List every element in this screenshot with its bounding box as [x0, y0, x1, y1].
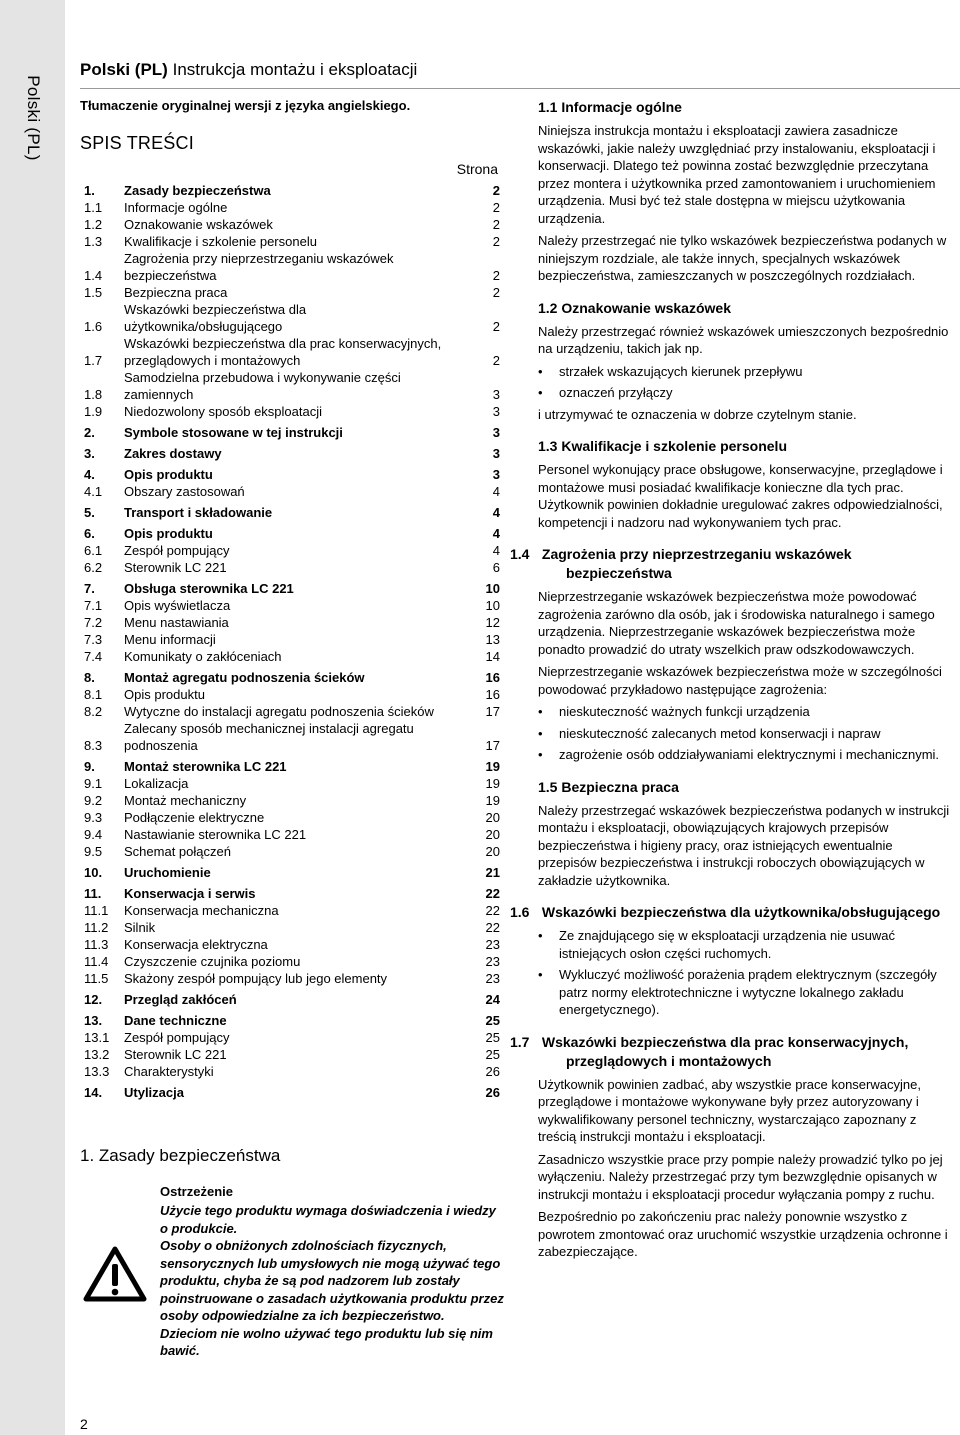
toc-entry-number: 4.1	[84, 484, 103, 499]
toc-entry-page: 17	[485, 738, 500, 753]
toc-entry-page: 2	[492, 183, 500, 198]
toc-entry-number: 14.	[84, 1085, 103, 1100]
toc-entry-page: 4	[492, 505, 500, 520]
toc-entry-title: Informacje ogólne	[124, 200, 228, 215]
toc-entry-number: 13.3	[84, 1064, 110, 1079]
section-heading: 1.7 Wskazówki bezpieczeństwa dla prac konserwacyjnych, przeglądowych i montażowych	[510, 1033, 909, 1069]
paragraph: Należy przestrzegać również wskazówek umieszczonych bezpośrednio na urządzeniu, takich jak np.	[538, 323, 949, 356]
toc-entry	[84, 1084, 500, 1101]
bullet-item: • oznaczeń przyłączy	[538, 384, 950, 402]
toc-entry-title: Transport i składowanie	[124, 505, 273, 520]
toc-entry	[84, 826, 500, 843]
toc-entry-page: 22	[485, 920, 500, 935]
toc-entry-page: 3	[492, 404, 500, 419]
section-heading-number: 1.3	[538, 438, 558, 454]
warning-triangle-icon	[82, 1245, 148, 1303]
toc-entry-number: 8.2	[84, 704, 103, 719]
toc-entry-number: 13.1	[84, 1030, 110, 1045]
toc-entry	[84, 631, 500, 648]
toc-entry-title: Opis produktu	[124, 526, 213, 541]
translation-note: Tłumaczenie oryginalnej wersji z języka angielskiego.	[80, 98, 411, 113]
toc-entry	[84, 686, 500, 703]
toc-entry-page: 17	[485, 704, 500, 719]
header-divider	[80, 88, 960, 89]
section-heading-number: 1.1	[538, 99, 558, 115]
bullet-item: • Wykluczyć możliwość porażenia prądem elektrycznym (szczegóły patrz normy elektrotechniczne i wytyczne lokalnego zakładu energetycznego).	[538, 966, 950, 1019]
toc-entry-number: 12.	[84, 992, 103, 1007]
toc-entry-page: 23	[485, 971, 500, 986]
toc-entry	[84, 335, 500, 369]
bullet-list	[538, 363, 950, 402]
toc-entry-page: 19	[485, 759, 500, 774]
toc-entry	[84, 864, 500, 881]
toc-entry	[84, 199, 500, 216]
toc-entry	[84, 775, 500, 792]
section-1-2	[538, 299, 950, 424]
toc-entry	[84, 843, 500, 860]
toc-entry-title: Kwalifikacje i szkolenie personelu	[124, 234, 317, 249]
toc-entry-number: 7.3	[84, 632, 103, 647]
toc-entry	[84, 1029, 500, 1046]
toc-entry-page: 20	[485, 844, 500, 859]
toc-entry	[84, 1063, 500, 1080]
paragraph: Niniejsza instrukcja montażu i eksploatacji zawiera zasadnicze wskazówki, jakie należy uwzględniać przy instalowaniu, eksploatacji i konserwacji. Dlatego też powinna zostać bezwzględnie przeczytana przez montera i użytkownika przed zamontowaniem i uruchomieniem urządzenia. Musi być też stale dostępna w miejscu użytkowania urządzenia.	[538, 123, 936, 226]
toc-entry	[84, 483, 500, 500]
toc-entry	[84, 953, 500, 970]
toc-entry	[84, 1046, 500, 1063]
toc-entry	[84, 403, 500, 420]
toc-entry	[84, 445, 500, 462]
toc-entry-number: 11.4	[84, 954, 109, 969]
section-heading-number: 1.5	[538, 778, 558, 795]
toc-entry-page: 3	[492, 387, 500, 402]
section-heading	[538, 778, 950, 797]
toc-entry-title: Wskazówki bezpieczeństwa dla prac konserwacyjnych, przeglądowych i montażowych	[124, 336, 442, 368]
warning-paragraph: Dzieciom nie wolno używać tego produktu lub się nim bawić.	[160, 1325, 493, 1358]
toc-entry-number: 1.7	[84, 353, 103, 368]
toc-entry-number: 7.2	[84, 615, 103, 630]
toc-entry-page: 3	[492, 467, 500, 482]
toc-entry-title: Menu nastawiania	[124, 615, 229, 630]
toc-entry-title: Opis produktu	[124, 467, 213, 482]
toc-entry-number: 2.	[84, 425, 95, 440]
toc-entry-title: Komunikaty o zakłóceniach	[124, 649, 282, 664]
section-1-heading: 1. Zasady bezpieczeństwa	[80, 1146, 281, 1165]
toc-entry-title: Bezpieczna praca	[124, 285, 228, 300]
toc-entry-title: Przegląd zakłóceń	[124, 992, 237, 1007]
section-heading-title: Kwalifikacje i szkolenie personelu	[561, 438, 787, 454]
toc-entry-page: 24	[485, 992, 500, 1007]
bullet-item: • nieskuteczność zalecanych metod konserwacji i napraw	[538, 725, 950, 743]
bullet-item: • nieskuteczność ważnych funkcji urządzenia	[538, 703, 950, 721]
section-heading-title: Bezpieczna praca	[561, 778, 679, 795]
toc-entry-number: 13.2	[84, 1047, 110, 1062]
toc-entry-number: 1.8	[84, 387, 103, 402]
toc-entry-page: 25	[485, 1047, 500, 1062]
toc-entry-number: 4.	[84, 467, 95, 482]
toc-entry-title: Utylizacja	[124, 1085, 184, 1100]
section-heading-title: Wskazówki bezpieczeństwa dla użytkownika/obsługującego	[541, 904, 941, 920]
toc-entry-page: 2	[492, 268, 500, 283]
toc-page-column-label: Strona	[456, 161, 498, 177]
toc-entry	[84, 1012, 500, 1029]
toc-entry-page: 14	[485, 649, 500, 664]
toc-entry	[84, 525, 500, 542]
toc-entry-number: 11.3	[84, 937, 109, 952]
toc-entry-title: Oznakowanie wskazówek	[124, 217, 273, 232]
header-brand: Polski (PL)	[80, 60, 168, 79]
bullet-item: • Ze znajdującego się w eksploatacji urządzenia nie usuwać istniejących osłon części ruchomych.	[538, 927, 950, 962]
toc-entry	[84, 669, 500, 686]
paragraph: Nieprzestrzeganie wskazówek bezpieczeństwa może powodować zagrożenia zarówno dla osób, jak i środowiska naturalnego i samego urządzenia. Nieprzestrzeganie wskazówek bezpieczeństwa może ponadto prowadzić do utraty wszelkich praw odszkodowawczych.	[538, 589, 935, 657]
toc-entry	[84, 936, 500, 953]
toc-entry-number: 1.9	[84, 404, 103, 419]
toc-entry	[84, 466, 500, 483]
toc-entry-number: 6.1	[84, 543, 103, 558]
toc-entry-number: 8.	[84, 670, 95, 685]
toc-entry-number: 11.1	[84, 903, 109, 918]
toc-entry	[84, 970, 500, 987]
paragraph: Nieprzestrzeganie wskazówek bezpieczeństwa może w szczególności powodować przykładowo następujące zagrożenia:	[538, 664, 942, 697]
toc-entry-page: 19	[485, 793, 500, 808]
toc-entry	[84, 369, 500, 403]
section-1-3	[538, 437, 950, 531]
toc-entry-number: 9.4	[84, 827, 103, 842]
toc-entry-page: 22	[485, 886, 500, 901]
paragraph: Należy przestrzegać wskazówek bezpieczeństwa podanych w instrukcji montażu i eksploatacji, obowiązujących krajowych przepisów bezpieczeństwa i higieny pracy, oraz istniejących ewentualnie przepisów bezpieczeństwa i instrukcji roboczych obowiązujących w zakładzie użytkownika.	[538, 802, 950, 888]
toc-entry-number: 1.3	[84, 234, 103, 249]
toc-entry-page: 2	[492, 200, 500, 215]
toc-entry-page: 23	[485, 937, 500, 952]
section-heading-title: Informacje ogólne	[561, 99, 682, 115]
warning-paragraph: Osoby o obniżonych zdolnościach fizycznych, sensorycznych lub umysłowych nie mogą używać tego produktu, chyba że są pod nadzorem lub zostały poinstruowane o zasadach użytkowania produktu przez osoby odpowiedzialne za ich bezpieczeństwo.	[160, 1238, 504, 1323]
toc-entry	[84, 542, 500, 559]
toc-entry-title: Opis produktu	[124, 687, 205, 702]
toc-entry-title: Symbole stosowane w tej instrukcji	[124, 425, 343, 440]
toc-entry	[84, 703, 500, 720]
header-title: Instrukcja montażu i eksploatacji	[172, 60, 418, 79]
language-side-tab	[0, 0, 65, 1435]
toc-entry-number: 1.	[84, 183, 95, 198]
toc-entry-title: Niedozwolony sposób eksploatacji	[124, 404, 323, 419]
toc-entry-page: 23	[485, 954, 500, 969]
document-header	[80, 60, 417, 80]
toc-entry	[84, 424, 500, 441]
toc-entry-page: 22	[485, 903, 500, 918]
toc-entry-title: Czyszczenie czujnika poziomu	[124, 954, 301, 969]
toc-entry-number: 9.1	[84, 776, 103, 791]
toc-entry-title: Montaż agregatu podnoszenia ścieków	[124, 670, 365, 685]
toc-title: SPIS TREŚCI	[80, 133, 194, 153]
toc-entry-title: Wskazówki bezpieczeństwa dla użytkownika/obsługującego	[124, 302, 307, 334]
paragraph: Użytkownik powinien zadbać, aby wszystkie prace konserwacyjne, przeglądowe i montażowe wykonywane były przez autoryzowany i wykwalifikowany personel techniczny, wystarczająco zapoznany z treścią instrukcji montażu i eksploatacji.	[538, 1076, 921, 1144]
toc-entry	[84, 991, 500, 1008]
toc-entry	[84, 559, 500, 576]
toc-entry-number: 7.4	[84, 649, 103, 664]
toc-entry-title: Sterownik LC 221	[124, 560, 227, 575]
toc-entry-number: 11.	[84, 886, 102, 901]
toc-entry-number: 3.	[84, 446, 95, 461]
toc-entry-title: Menu informacji	[124, 632, 216, 647]
toc-entry-title: Opis wyświetlacza	[124, 598, 231, 613]
warning-paragraph: Użycie tego produktu wymaga doświadczenia i wiedzy o produkcie.	[160, 1203, 496, 1236]
toc-entry-title: Charakterystyki	[124, 1064, 214, 1079]
toc-entry-title: Sterownik LC 221	[124, 1047, 227, 1062]
toc-entry	[84, 597, 500, 614]
toc-entry-number: 11.5	[84, 971, 109, 986]
toc-entry	[84, 250, 500, 284]
section-heading	[538, 299, 950, 318]
bullet-list	[538, 927, 950, 1019]
toc-entry-page: 25	[485, 1013, 500, 1028]
toc-entry-number: 6.2	[84, 560, 103, 575]
toc-entry	[84, 902, 500, 919]
toc-entry-number: 1.4	[84, 268, 103, 283]
toc-entry-title: Montaż sterownika LC 221	[124, 759, 287, 774]
toc-entry-title: Konserwacja elektryczna	[124, 937, 268, 952]
toc-entry-page: 19	[485, 776, 500, 791]
section-heading	[538, 437, 950, 456]
paragraph: Personel wykonujący prace obsługowe, konserwacyjne, przeglądowe i montażowe musi posiadać kwalifikacje konieczne dla tych prac. Użytkownik powinien dokładnie uregulować zakres odpowiedzialności, kompetencji i nadzoru nad wykonywaniem tych prac.	[538, 462, 943, 530]
toc-entry-title: Obsługa sterownika LC 221	[124, 581, 294, 596]
toc-entry-title: Zagrożenia przy nieprzestrzeganiu wskazówek bezpieczeństwa	[124, 251, 394, 283]
warning-text	[160, 1202, 505, 1360]
toc-entry-page: 2	[492, 217, 500, 232]
warning-label: Ostrzeżenie	[160, 1184, 233, 1199]
toc-entry-number: 8.1	[84, 687, 103, 702]
section-1-7	[510, 1033, 950, 1261]
toc-entry-number: 8.3	[84, 738, 103, 753]
page-number: 2	[80, 1416, 88, 1432]
toc-entry-title: Samodzielna przebudowa i wykonywanie części zamiennych	[124, 370, 401, 402]
toc-entry-number: 9.3	[84, 810, 103, 825]
toc-entry-page: 4	[492, 543, 500, 558]
section-heading-title: Zagrożenia przy nieprzestrzeganiu wskazówek bezpieczeństwa	[541, 546, 852, 581]
toc-entry	[84, 758, 500, 775]
toc-entry	[84, 885, 500, 902]
toc-entry	[84, 809, 500, 826]
toc-entry-page: 2	[492, 234, 500, 249]
toc-entry-number: 13.	[84, 1013, 103, 1028]
table-of-contents	[84, 182, 500, 1101]
toc-entry-page: 2	[492, 353, 500, 368]
toc-entry-title: Uruchomienie	[124, 865, 211, 880]
toc-entry	[84, 504, 500, 521]
toc-entry-page: 2	[492, 319, 500, 334]
paragraph: Zasadniczo wszystkie prace przy pompie należy prowadzić tylko po jej wyłączeniu. Należy przestrzegać przy tym bezwzględnie opisanych w instrukcji montażu i eksploatacji procedur wyłączania pompy z ruchu.	[538, 1151, 943, 1202]
toc-entry-page: 10	[485, 581, 500, 596]
toc-entry	[84, 720, 500, 754]
toc-entry-title: Konserwacja mechaniczna	[124, 903, 279, 918]
toc-entry-title: Zalecany sposób mechanicznej instalacji agregatu podnoszenia	[124, 721, 414, 753]
toc-entry-title: Montaż mechaniczny	[124, 793, 247, 808]
toc-entry-number: 1.1	[84, 200, 103, 215]
toc-entry-page: 4	[492, 484, 500, 499]
section-heading: 1.6 Wskazówki bezpieczeństwa dla użytkownika/obsługującego	[510, 904, 941, 920]
bullet-item: • zagrożenie osób oddziaływaniami elektrycznymi i mechanicznymi.	[538, 746, 950, 764]
toc-entry	[84, 233, 500, 250]
toc-entry	[84, 580, 500, 597]
toc-entry-title: Zespół pompujący	[124, 1030, 230, 1045]
section-heading	[538, 98, 950, 117]
toc-entry-title: Wytyczne do instalacji agregatu podnoszenia ścieków	[124, 704, 434, 719]
side-tab-label: Polski (PL)	[24, 75, 43, 161]
toc-entry-number: 9.5	[84, 844, 103, 859]
toc-entry-page: 21	[485, 865, 500, 880]
toc-entry-title: Zasady bezpieczeństwa	[124, 183, 271, 198]
toc-entry-page: 16	[485, 670, 500, 685]
toc-entry-title: Konserwacja i serwis	[124, 886, 256, 901]
section-1-4	[510, 545, 950, 764]
toc-entry-title: Schemat połączeń	[124, 844, 231, 859]
toc-entry-title: Dane techniczne	[124, 1013, 227, 1028]
toc-entry-number: 5.	[84, 505, 95, 520]
toc-entry-title: Zakres dostawy	[124, 446, 222, 461]
toc-entry-page: 12	[485, 615, 500, 630]
toc-entry-page: 13	[485, 632, 500, 647]
toc-entry	[84, 648, 500, 665]
toc-entry-page: 6	[492, 560, 500, 575]
paragraph: Należy przestrzegać nie tylko wskazówek bezpieczeństwa podanych w niniejszym rozdziale, ale także innych, specjalnych wskazówek bezpieczeństwa, zamieszczanych w poszczególnych rozdziałach.	[538, 233, 947, 283]
toc-entry-page: 2	[492, 285, 500, 300]
toc-entry-number: 1.5	[84, 285, 103, 300]
toc-entry	[84, 284, 500, 301]
toc-entry-page: 26	[485, 1064, 500, 1079]
section-heading-title: Wskazówki bezpieczeństwa dla prac konserwacyjnych, przeglądowych i montażowych	[541, 1033, 909, 1069]
toc-entry-page: 25	[485, 1030, 500, 1045]
toc-entry-number: 9.	[84, 759, 95, 774]
toc-entry-number: 7.1	[84, 598, 103, 613]
section-heading-number: 1.2	[538, 299, 558, 316]
toc-entry-page: 26	[485, 1085, 500, 1100]
toc-entry-title: Obszary zastosowań	[124, 484, 245, 499]
toc-entry-title: Podłączenie elektryczne	[124, 810, 265, 825]
paragraph: Bezpośrednio po zakończeniu prac należy ponownie wszystko z powrotem zmontować oraz uruchomić wszystkie urządzenia ochronne i zabezpieczające.	[538, 1209, 948, 1259]
section-heading-title: Oznakowanie wskazówek	[561, 299, 731, 316]
toc-entry	[84, 301, 500, 335]
toc-entry-page: 20	[485, 810, 500, 825]
toc-entry	[84, 182, 500, 199]
toc-entry-page: 4	[492, 526, 500, 541]
toc-entry-title: Skażony zespół pompujący lub jego elementy	[124, 971, 388, 986]
section-heading: 1.4 Zagrożenia przy nieprzestrzeganiu wskazówek bezpieczeństwa	[510, 546, 852, 581]
toc-entry-number: 11.2	[84, 920, 109, 935]
section-1-5	[538, 778, 950, 890]
right-column	[510, 98, 950, 1275]
toc-entry	[84, 614, 500, 631]
toc-entry-page: 20	[485, 827, 500, 842]
toc-entry-title: Zespół pompujący	[124, 543, 230, 558]
paragraph: i utrzymywać te oznaczenia w dobrze czytelnym stanie.	[538, 406, 857, 422]
toc-entry-title: Nastawianie sterownika LC 221	[124, 827, 307, 842]
bullet-list	[538, 703, 950, 764]
toc-entry-page: 10	[485, 598, 500, 613]
toc-entry-number: 6.	[84, 526, 95, 541]
toc-entry	[84, 216, 500, 233]
toc-entry-number: 1.6	[84, 319, 103, 334]
toc-entry-page: 3	[492, 446, 500, 461]
section-1-1	[538, 98, 950, 285]
toc-entry-page: 3	[492, 425, 500, 440]
toc-entry-number: 1.2	[84, 217, 103, 232]
toc-entry-number: 7.	[84, 581, 95, 596]
toc-entry	[84, 919, 500, 936]
toc-entry-title: Lokalizacja	[124, 776, 189, 791]
toc-entry-number: 10.	[84, 865, 103, 880]
toc-entry	[84, 792, 500, 809]
bullet-item: • strzałek wskazujących kierunek przepływu	[538, 363, 950, 381]
section-1-6	[510, 903, 950, 1019]
toc-entry-number: 9.2	[84, 793, 103, 808]
toc-entry-title: Silnik	[124, 920, 156, 935]
toc-entry-page: 16	[485, 687, 500, 702]
